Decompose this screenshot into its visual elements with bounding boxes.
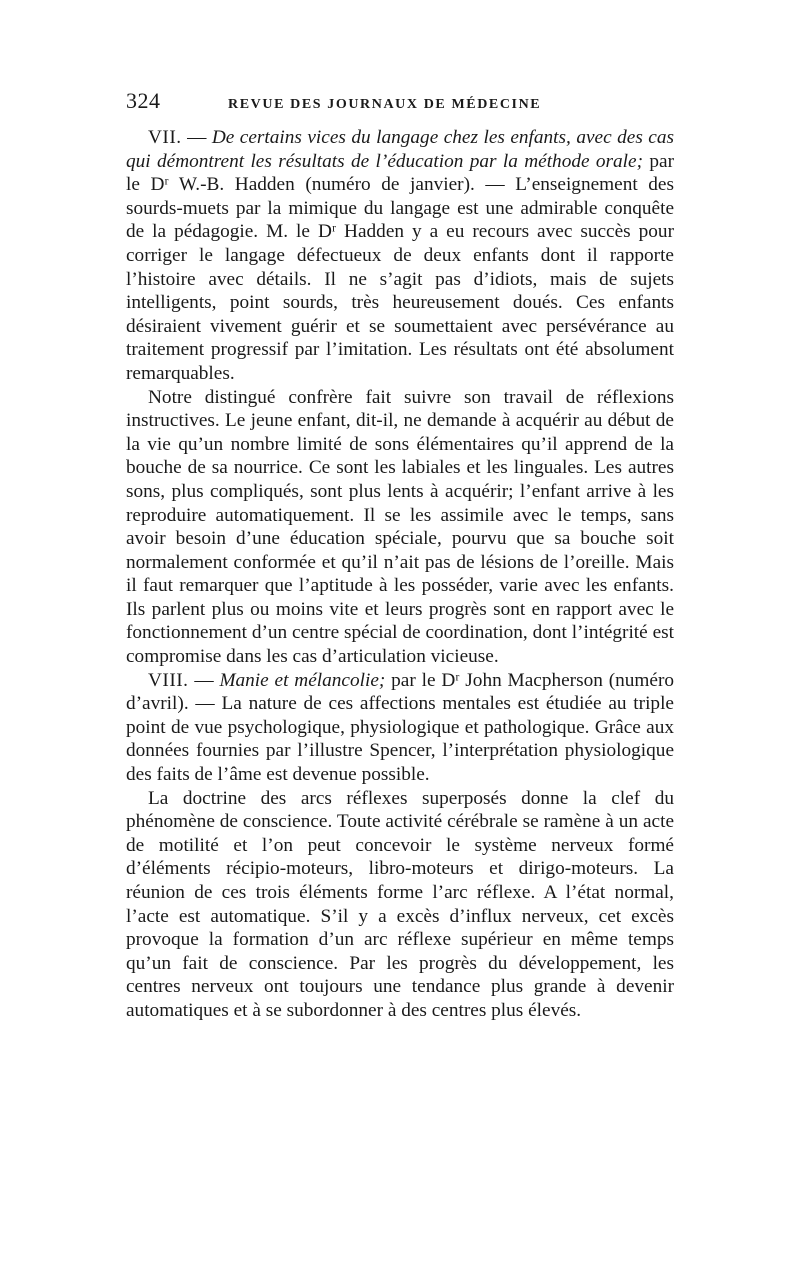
article-vii-title: De certains vices du langage chez les enfants, avec des cas qui démontrent les résultats de l’éducation par la méthode orale;: [126, 127, 675, 172]
article-vii-number: VII.: [148, 127, 182, 148]
article-vii-paragraph-1: [126, 126, 674, 386]
running-head: REVUE DES JOURNAUX DE MÉDECINE: [228, 97, 542, 112]
article-vii-paragraph-2: Notre distingué confrère fait suivre son travail de réflexions instructives. Le jeune enfant, dit-il, ne demande à acquérir au début de la vie qu’un nombre limité de sons élémentaires qu’il apprend de la bouche de sa nourrice. Ce sont les labiales et les linguales. Les autres sons, plus compliqués, sont plus lents à acquérir; l’enfant arrive à les reproduire automatiquement. Il se les assimile avec le temps, sans avoir besoin d’une éducation spéciale, pourvu que sa bouche soit normalement conformée et qu’il n’ait pas de lésions de l’oreille. Mais il faut remarquer que l’aptitude à les posséder, varie avec les enfants. Ils parlent plus ou moins vite et leurs progrès sont en rapport avec le fonctionnement d’un centre spécial de coordination, dont l’intégrité est compromise dans les cas d’articulation vicieuse.: [126, 386, 674, 668]
article-viii-paragraph-2: La doctrine des arcs réflexes superposés donne la clef du phénomène de conscience. Toute activité cérébrale se ramène à un acte de motilité et l’on peut concevoir le système nerveux formé d’éléments récipio-moteurs, libro-moteurs et dirigo-moteurs. La réunion de ces trois éléments forme l’arc réflexe. A l’état normal, l’acte est automatique. S’il y a excès d’influx nerveux, cet excès provoque la formation d’un arc réflexe supérieur en même temps qu’un fait de conscience. Par les progrès du développement, les centres nerveux ont toujours une tendance plus grande à devenir automatiques et à se subordonner à des centres plus élevés.: [126, 787, 674, 1021]
page-number: 324: [126, 88, 161, 113]
article-viii-body: par le Dʳ John Macpherson (numéro d’avril). — La nature de ces affections mentales est étudiée au triple point de vue psychologique, physiologique et pathologique. Grâce aux données fournies par l’illustre Spencer, l’interprétation physiologique des faits de l’âme est devenue possible.: [126, 669, 675, 786]
article-viii-dash: —: [188, 669, 220, 691]
article-viii-title: Manie et mélancolie;: [219, 669, 386, 691]
article-vii-body: par le Dʳ W.-B. Hadden (numéro de janvier). — L’enseignement des sourds-muets par la mimique du langage est une admirable conquête de la pédagogie. M. le Dʳ Hadden y a eu recours avec succès pour corriger le langage défectueux de deux enfants dont il rapporte l’histoire avec détails. Il ne s’agit pas d’idiots, mais de sujets intelligents, point sourds, très heureusement doués. Ces enfants désiraient vivement guérir et se soumettaient avec persévérance au traitement progressif par l’imitation. Les résultats ont été absolument remarquables.: [126, 150, 674, 384]
article-vii-dash: —: [181, 127, 212, 148]
article-viii-paragraph-1: [126, 669, 674, 787]
article-viii-number: VIII.: [148, 669, 189, 691]
page-header: [126, 88, 674, 124]
page: [126, 88, 674, 1023]
